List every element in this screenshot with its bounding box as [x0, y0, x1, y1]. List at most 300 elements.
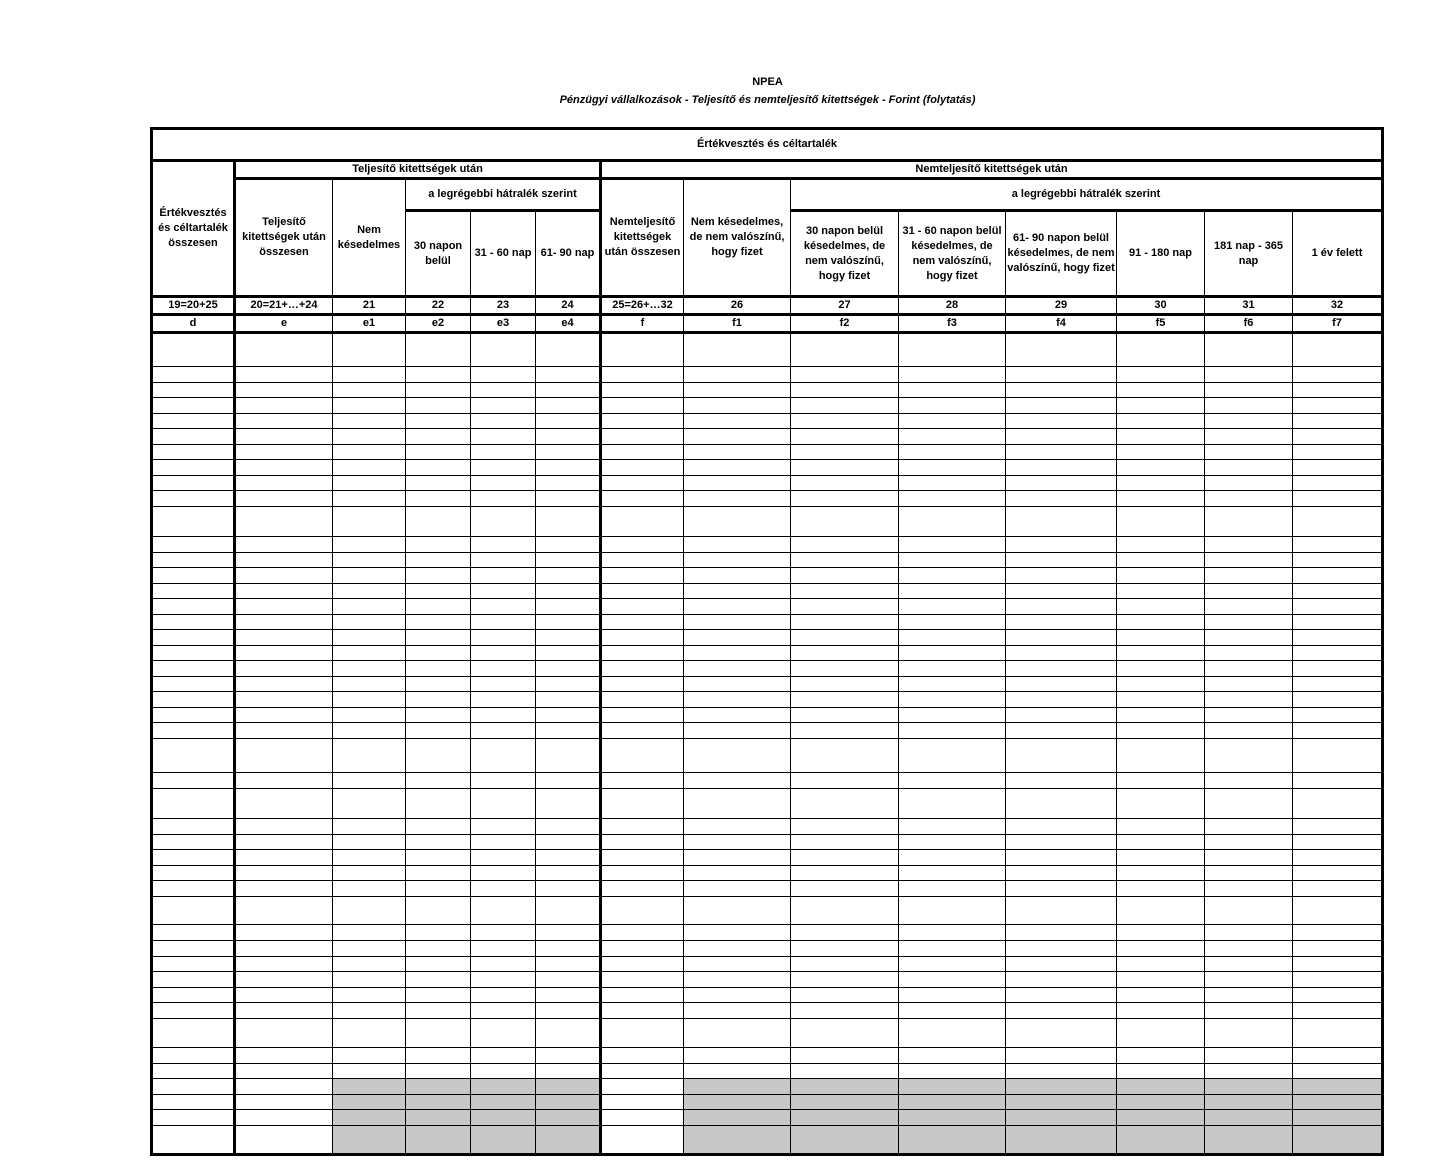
table-cell[interactable]: [684, 333, 791, 367]
table-cell[interactable]: [684, 1019, 791, 1048]
table-cell[interactable]: [899, 677, 1006, 692]
table-cell[interactable]: [152, 367, 235, 383]
table-cell[interactable]: [1117, 367, 1205, 383]
table-cell[interactable]: [1293, 1079, 1383, 1095]
table-cell[interactable]: [1293, 677, 1383, 692]
table-cell[interactable]: [536, 630, 601, 646]
table-cell[interactable]: [899, 941, 1006, 957]
table-cell[interactable]: [471, 537, 536, 553]
table-cell[interactable]: [1006, 789, 1117, 819]
table-cell[interactable]: [684, 429, 791, 445]
table-cell[interactable]: [536, 941, 601, 957]
table-cell[interactable]: [152, 897, 235, 925]
table-cell[interactable]: [471, 1019, 536, 1048]
table-cell[interactable]: [791, 897, 899, 925]
table-cell[interactable]: [333, 661, 406, 677]
table-cell[interactable]: [333, 819, 406, 835]
table-cell[interactable]: [333, 491, 406, 507]
table-cell[interactable]: [601, 615, 684, 630]
table-cell[interactable]: [1205, 1095, 1293, 1110]
table-cell[interactable]: [1117, 414, 1205, 429]
table-cell[interactable]: [235, 661, 333, 677]
table-cell[interactable]: [1205, 445, 1293, 460]
table-cell[interactable]: [791, 476, 899, 491]
table-cell[interactable]: [471, 615, 536, 630]
table-cell[interactable]: [1205, 897, 1293, 925]
table-cell[interactable]: [601, 383, 684, 398]
table-cell[interactable]: [1205, 925, 1293, 941]
table-cell[interactable]: [406, 897, 471, 925]
table-cell[interactable]: [536, 972, 601, 988]
table-cell[interactable]: [1293, 537, 1383, 553]
table-cell[interactable]: [1293, 445, 1383, 460]
table-cell[interactable]: [1117, 615, 1205, 630]
table-cell[interactable]: [791, 398, 899, 414]
table-cell[interactable]: [601, 925, 684, 941]
table-cell[interactable]: [791, 1003, 899, 1019]
table-cell[interactable]: [471, 789, 536, 819]
table-cell[interactable]: [406, 819, 471, 835]
table-cell[interactable]: [1293, 897, 1383, 925]
table-cell[interactable]: [406, 661, 471, 677]
table-cell[interactable]: [1006, 972, 1117, 988]
table-cell[interactable]: [1205, 460, 1293, 476]
table-cell[interactable]: [684, 414, 791, 429]
table-cell[interactable]: [1293, 646, 1383, 661]
table-cell[interactable]: [536, 677, 601, 692]
table-cell[interactable]: [684, 835, 791, 850]
table-cell[interactable]: [152, 1064, 235, 1079]
table-cell[interactable]: [536, 1079, 601, 1095]
table-cell[interactable]: [684, 708, 791, 723]
table-cell[interactable]: [471, 476, 536, 491]
table-cell[interactable]: [235, 553, 333, 568]
table-cell[interactable]: [791, 615, 899, 630]
table-cell[interactable]: [406, 1110, 471, 1126]
table-cell[interactable]: [899, 615, 1006, 630]
table-cell[interactable]: [235, 599, 333, 615]
table-cell[interactable]: [471, 383, 536, 398]
table-cell[interactable]: [601, 429, 684, 445]
table-cell[interactable]: [899, 925, 1006, 941]
table-cell[interactable]: [1293, 661, 1383, 677]
table-cell[interactable]: [601, 599, 684, 615]
table-cell[interactable]: [1205, 739, 1293, 773]
table-cell[interactable]: [1006, 476, 1117, 491]
table-cell[interactable]: [1205, 819, 1293, 835]
table-cell[interactable]: [1006, 333, 1117, 367]
table-cell[interactable]: [1117, 553, 1205, 568]
table-cell[interactable]: [1117, 972, 1205, 988]
table-cell[interactable]: [1117, 491, 1205, 507]
table-cell[interactable]: [1293, 398, 1383, 414]
table-cell[interactable]: [152, 507, 235, 537]
table-cell[interactable]: [791, 925, 899, 941]
table-cell[interactable]: [899, 866, 1006, 881]
table-cell[interactable]: [536, 398, 601, 414]
table-cell[interactable]: [601, 537, 684, 553]
table-cell[interactable]: [899, 661, 1006, 677]
table-cell[interactable]: [1293, 1019, 1383, 1048]
table-cell[interactable]: [333, 414, 406, 429]
table-cell[interactable]: [791, 957, 899, 972]
table-cell[interactable]: [1293, 708, 1383, 723]
table-cell[interactable]: [152, 568, 235, 584]
table-cell[interactable]: [601, 957, 684, 972]
table-cell[interactable]: [333, 881, 406, 897]
table-cell[interactable]: [899, 1064, 1006, 1079]
table-cell[interactable]: [601, 988, 684, 1003]
table-cell[interactable]: [152, 692, 235, 708]
table-cell[interactable]: [235, 367, 333, 383]
table-cell[interactable]: [406, 599, 471, 615]
table-cell[interactable]: [471, 568, 536, 584]
table-cell[interactable]: [791, 708, 899, 723]
table-cell[interactable]: [601, 445, 684, 460]
table-cell[interactable]: [471, 630, 536, 646]
table-cell[interactable]: [791, 850, 899, 866]
table-cell[interactable]: [791, 773, 899, 789]
table-cell[interactable]: [1006, 537, 1117, 553]
table-cell[interactable]: [1293, 414, 1383, 429]
table-cell[interactable]: [684, 568, 791, 584]
table-cell[interactable]: [601, 897, 684, 925]
table-cell[interactable]: [791, 819, 899, 835]
table-cell[interactable]: [536, 661, 601, 677]
table-cell[interactable]: [333, 584, 406, 599]
table-cell[interactable]: [333, 957, 406, 972]
table-cell[interactable]: [1205, 957, 1293, 972]
table-cell[interactable]: [1117, 429, 1205, 445]
table-cell[interactable]: [333, 789, 406, 819]
table-cell[interactable]: [1117, 333, 1205, 367]
table-cell[interactable]: [684, 723, 791, 739]
table-cell[interactable]: [684, 615, 791, 630]
table-cell[interactable]: [333, 553, 406, 568]
table-cell[interactable]: [235, 333, 333, 367]
table-cell[interactable]: [684, 819, 791, 835]
table-cell[interactable]: [1006, 553, 1117, 568]
table-cell[interactable]: [471, 897, 536, 925]
table-cell[interactable]: [1205, 568, 1293, 584]
table-cell[interactable]: [1205, 398, 1293, 414]
table-cell[interactable]: [235, 835, 333, 850]
table-cell[interactable]: [333, 1048, 406, 1064]
table-cell[interactable]: [791, 553, 899, 568]
table-cell[interactable]: [406, 367, 471, 383]
table-cell[interactable]: [471, 972, 536, 988]
table-cell[interactable]: [235, 972, 333, 988]
table-cell[interactable]: [235, 692, 333, 708]
table-cell[interactable]: [1205, 429, 1293, 445]
table-cell[interactable]: [471, 677, 536, 692]
table-cell[interactable]: [536, 383, 601, 398]
table-cell[interactable]: [1117, 646, 1205, 661]
table-cell[interactable]: [684, 460, 791, 476]
table-cell[interactable]: [791, 988, 899, 1003]
table-cell[interactable]: [1117, 584, 1205, 599]
table-cell[interactable]: [791, 630, 899, 646]
table-cell[interactable]: [152, 835, 235, 850]
table-cell[interactable]: [899, 773, 1006, 789]
table-cell[interactable]: [152, 677, 235, 692]
table-cell[interactable]: [152, 615, 235, 630]
table-cell[interactable]: [406, 491, 471, 507]
table-cell[interactable]: [152, 429, 235, 445]
table-cell[interactable]: [235, 1110, 333, 1126]
table-cell[interactable]: [1293, 333, 1383, 367]
table-cell[interactable]: [899, 897, 1006, 925]
table-cell[interactable]: [536, 1003, 601, 1019]
table-cell[interactable]: [235, 1064, 333, 1079]
table-cell[interactable]: [1205, 835, 1293, 850]
table-cell[interactable]: [235, 988, 333, 1003]
table-cell[interactable]: [536, 537, 601, 553]
table-cell[interactable]: [471, 333, 536, 367]
table-cell[interactable]: [1205, 383, 1293, 398]
table-cell[interactable]: [1117, 835, 1205, 850]
table-cell[interactable]: [601, 553, 684, 568]
table-cell[interactable]: [1293, 789, 1383, 819]
table-cell[interactable]: [235, 584, 333, 599]
table-cell[interactable]: [1205, 881, 1293, 897]
table-cell[interactable]: [1117, 773, 1205, 789]
table-cell[interactable]: [1205, 1003, 1293, 1019]
table-cell[interactable]: [791, 1048, 899, 1064]
table-cell[interactable]: [333, 630, 406, 646]
table-cell[interactable]: [471, 866, 536, 881]
table-cell[interactable]: [684, 773, 791, 789]
table-cell[interactable]: [406, 537, 471, 553]
table-cell[interactable]: [1205, 1079, 1293, 1095]
table-cell[interactable]: [684, 941, 791, 957]
table-cell[interactable]: [536, 819, 601, 835]
table-cell[interactable]: [1293, 1003, 1383, 1019]
table-cell[interactable]: [471, 491, 536, 507]
table-cell[interactable]: [1006, 708, 1117, 723]
table-cell[interactable]: [235, 537, 333, 553]
table-cell[interactable]: [791, 789, 899, 819]
table-cell[interactable]: [536, 850, 601, 866]
table-cell[interactable]: [684, 789, 791, 819]
table-cell[interactable]: [333, 1126, 406, 1155]
table-cell[interactable]: [601, 568, 684, 584]
table-cell[interactable]: [333, 835, 406, 850]
table-cell[interactable]: [1006, 1095, 1117, 1110]
table-cell[interactable]: [791, 1126, 899, 1155]
table-cell[interactable]: [684, 476, 791, 491]
table-cell[interactable]: [1293, 553, 1383, 568]
table-cell[interactable]: [406, 988, 471, 1003]
table-cell[interactable]: [791, 599, 899, 615]
table-cell[interactable]: [471, 773, 536, 789]
table-cell[interactable]: [791, 568, 899, 584]
table-cell[interactable]: [1293, 367, 1383, 383]
table-cell[interactable]: [1006, 367, 1117, 383]
table-cell[interactable]: [406, 925, 471, 941]
table-cell[interactable]: [152, 1003, 235, 1019]
table-cell[interactable]: [791, 414, 899, 429]
table-cell[interactable]: [601, 1126, 684, 1155]
table-cell[interactable]: [1117, 1003, 1205, 1019]
table-cell[interactable]: [235, 630, 333, 646]
table-cell[interactable]: [406, 460, 471, 476]
table-cell[interactable]: [601, 819, 684, 835]
table-cell[interactable]: [601, 1110, 684, 1126]
table-cell[interactable]: [1293, 988, 1383, 1003]
table-cell[interactable]: [471, 739, 536, 773]
table-cell[interactable]: [333, 723, 406, 739]
table-cell[interactable]: [1006, 835, 1117, 850]
table-cell[interactable]: [1205, 988, 1293, 1003]
table-cell[interactable]: [899, 414, 1006, 429]
table-cell[interactable]: [406, 630, 471, 646]
table-cell[interactable]: [1205, 677, 1293, 692]
table-cell[interactable]: [333, 1019, 406, 1048]
table-cell[interactable]: [684, 445, 791, 460]
table-cell[interactable]: [1006, 941, 1117, 957]
table-cell[interactable]: [1293, 835, 1383, 850]
table-cell[interactable]: [791, 429, 899, 445]
table-cell[interactable]: [152, 1126, 235, 1155]
table-cell[interactable]: [235, 398, 333, 414]
table-cell[interactable]: [471, 646, 536, 661]
table-cell[interactable]: [1205, 476, 1293, 491]
table-cell[interactable]: [684, 739, 791, 773]
table-cell[interactable]: [406, 1048, 471, 1064]
table-cell[interactable]: [1117, 941, 1205, 957]
table-cell[interactable]: [1117, 661, 1205, 677]
table-cell[interactable]: [1205, 333, 1293, 367]
table-cell[interactable]: [1205, 1110, 1293, 1126]
table-cell[interactable]: [791, 333, 899, 367]
table-cell[interactable]: [601, 476, 684, 491]
table-cell[interactable]: [791, 383, 899, 398]
table-cell[interactable]: [1205, 491, 1293, 507]
table-cell[interactable]: [899, 1019, 1006, 1048]
table-cell[interactable]: [899, 1126, 1006, 1155]
table-cell[interactable]: [1293, 599, 1383, 615]
table-cell[interactable]: [471, 661, 536, 677]
table-cell[interactable]: [791, 1095, 899, 1110]
table-cell[interactable]: [1117, 789, 1205, 819]
table-cell[interactable]: [333, 1110, 406, 1126]
table-cell[interactable]: [601, 333, 684, 367]
table-cell[interactable]: [152, 584, 235, 599]
table-cell[interactable]: [471, 881, 536, 897]
table-cell[interactable]: [899, 367, 1006, 383]
table-cell[interactable]: [152, 789, 235, 819]
table-cell[interactable]: [1117, 957, 1205, 972]
table-cell[interactable]: [333, 708, 406, 723]
table-cell[interactable]: [471, 367, 536, 383]
table-cell[interactable]: [406, 414, 471, 429]
table-cell[interactable]: [471, 584, 536, 599]
table-cell[interactable]: [536, 414, 601, 429]
table-cell[interactable]: [1006, 445, 1117, 460]
table-cell[interactable]: [333, 1064, 406, 1079]
table-cell[interactable]: [601, 1003, 684, 1019]
table-cell[interactable]: [1117, 850, 1205, 866]
table-cell[interactable]: [791, 460, 899, 476]
table-cell[interactable]: [1293, 866, 1383, 881]
table-cell[interactable]: [1117, 692, 1205, 708]
table-cell[interactable]: [791, 881, 899, 897]
table-cell[interactable]: [471, 460, 536, 476]
table-cell[interactable]: [406, 615, 471, 630]
table-cell[interactable]: [1006, 1079, 1117, 1095]
table-cell[interactable]: [1006, 850, 1117, 866]
table-cell[interactable]: [235, 1019, 333, 1048]
table-cell[interactable]: [1205, 1019, 1293, 1048]
table-cell[interactable]: [471, 507, 536, 537]
table-cell[interactable]: [406, 850, 471, 866]
table-cell[interactable]: [333, 739, 406, 773]
table-cell[interactable]: [1293, 1064, 1383, 1079]
table-cell[interactable]: [684, 850, 791, 866]
table-cell[interactable]: [1293, 460, 1383, 476]
table-cell[interactable]: [791, 835, 899, 850]
table-cell[interactable]: [536, 1019, 601, 1048]
table-cell[interactable]: [235, 739, 333, 773]
table-cell[interactable]: [333, 988, 406, 1003]
table-cell[interactable]: [1205, 723, 1293, 739]
table-cell[interactable]: [684, 646, 791, 661]
table-cell[interactable]: [1006, 630, 1117, 646]
table-cell[interactable]: [471, 1064, 536, 1079]
table-cell[interactable]: [899, 850, 1006, 866]
table-cell[interactable]: [406, 1003, 471, 1019]
table-cell[interactable]: [235, 460, 333, 476]
table-cell[interactable]: [1006, 398, 1117, 414]
table-cell[interactable]: [601, 646, 684, 661]
table-cell[interactable]: [1117, 1079, 1205, 1095]
table-cell[interactable]: [536, 723, 601, 739]
table-cell[interactable]: [1117, 897, 1205, 925]
table-cell[interactable]: [601, 1079, 684, 1095]
table-cell[interactable]: [406, 383, 471, 398]
table-cell[interactable]: [1205, 708, 1293, 723]
table-cell[interactable]: [899, 476, 1006, 491]
table-cell[interactable]: [536, 460, 601, 476]
table-cell[interactable]: [1117, 398, 1205, 414]
table-cell[interactable]: [152, 460, 235, 476]
table-cell[interactable]: [791, 584, 899, 599]
table-cell[interactable]: [1006, 460, 1117, 476]
table-cell[interactable]: [1293, 1110, 1383, 1126]
table-cell[interactable]: [406, 957, 471, 972]
table-cell[interactable]: [536, 333, 601, 367]
table-cell[interactable]: [791, 537, 899, 553]
table-cell[interactable]: [333, 1003, 406, 1019]
table-cell[interactable]: [601, 866, 684, 881]
table-cell[interactable]: [333, 972, 406, 988]
table-cell[interactable]: [152, 537, 235, 553]
table-cell[interactable]: [899, 584, 1006, 599]
table-cell[interactable]: [601, 723, 684, 739]
table-cell[interactable]: [333, 398, 406, 414]
table-cell[interactable]: [1205, 553, 1293, 568]
table-cell[interactable]: [1117, 866, 1205, 881]
table-cell[interactable]: [1117, 881, 1205, 897]
table-cell[interactable]: [406, 739, 471, 773]
table-cell[interactable]: [1006, 1064, 1117, 1079]
table-cell[interactable]: [1293, 739, 1383, 773]
table-cell[interactable]: [1117, 1095, 1205, 1110]
table-cell[interactable]: [536, 476, 601, 491]
table-cell[interactable]: [235, 414, 333, 429]
table-cell[interactable]: [1006, 414, 1117, 429]
